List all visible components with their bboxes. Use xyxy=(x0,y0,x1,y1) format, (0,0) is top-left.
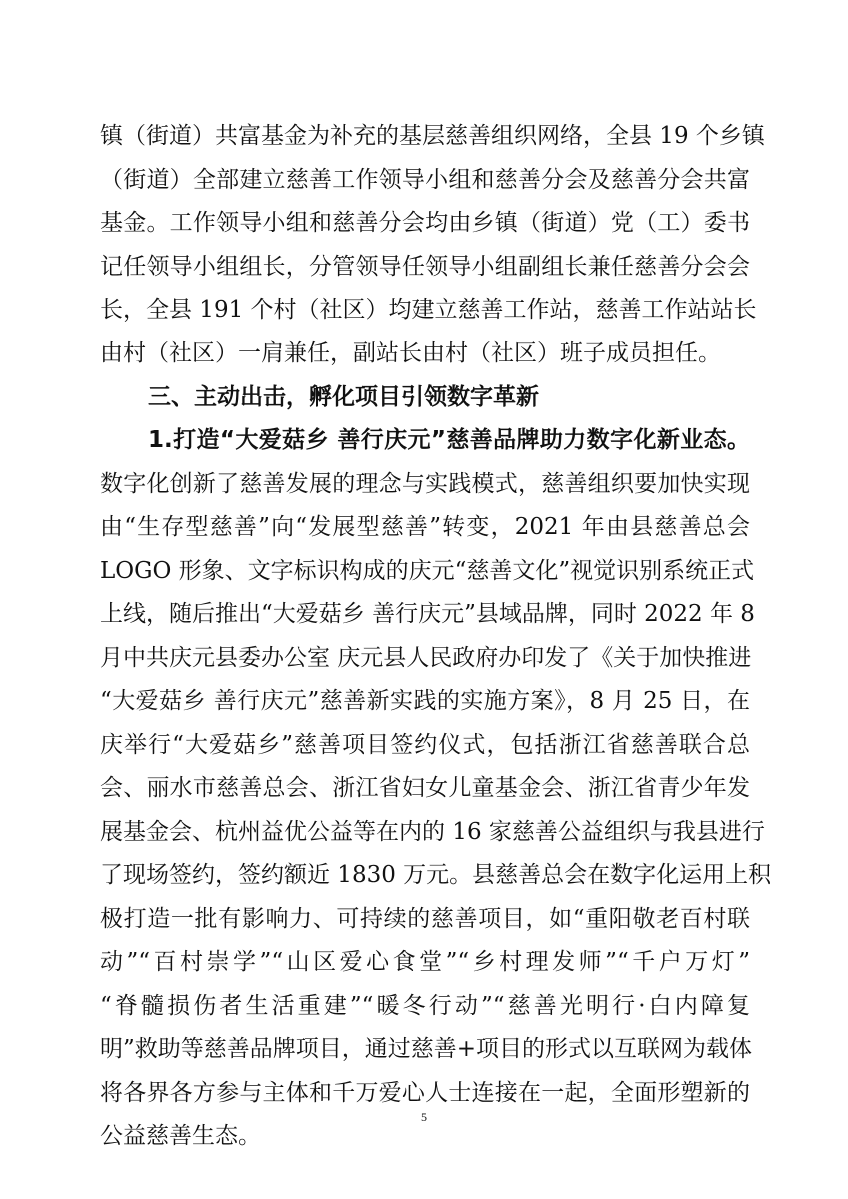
body-text-line: 镇（街道）共富基金为补充的基层慈善组织网络，全县 19 个乡镇 xyxy=(100,123,765,149)
body-text-line: 由村（社区）一肩兼任，副站长由村（社区）班子成员担任。 xyxy=(100,340,721,366)
body-text-line: 明”救助等慈善品牌项目，通过慈善+项目的形式以互联网为载体 xyxy=(100,1036,753,1062)
body-text-line: 月中共庆元县委办公室 庆元县人民政府办印发了《关于加快推进 xyxy=(100,645,752,671)
body-text-line: 动”“百村崇学”“山区爱心食堂”“乡村理发师”“千户万灯” xyxy=(100,949,750,975)
body-text-line: 会、丽水市慈善总会、浙江省妇女儿童基金会、浙江省青少年发 xyxy=(100,775,750,801)
body-text-line: （街道）全部建立慈善工作领导小组和慈善分会及慈善分会共富 xyxy=(100,167,750,193)
body-text-line: LOGO 形象、文字标识构成的庆元“慈善文化”视觉识别系统正式 xyxy=(100,558,755,584)
body-text-line: 了现场签约，签约额近 1830 万元。县慈善总会在数字化运用上积 xyxy=(100,862,772,888)
body-text-line: 长，全县 191 个村（社区）均建立慈善工作站，慈善工作站站长 xyxy=(100,297,757,323)
body-text-line: “大爱菇乡 善行庆元”慈善新实践的实施方案》，8 月 25 日，在 xyxy=(100,688,750,714)
body-text-line: 极打造一批有影响力、可持续的慈善项目，如“重阳敬老百村联 xyxy=(100,906,750,932)
section-heading: 三、主动出击，孵化项目引领数字革新 xyxy=(148,384,539,410)
body-text-line: 记任领导小组组长，分管领导任领导小组副组长兼任慈善分会会 xyxy=(100,254,750,280)
body-text-line: 由“生存型慈善”向“发展型慈善”转变，2021 年由县慈善总会 xyxy=(100,514,750,540)
body-text-line: 将各界各方参与主体和千万爱心人士连接在一起，全面形塑新的 xyxy=(100,1080,750,1106)
body-text-line: 上线，随后推出“大爱菇乡 善行庆元”县域品牌，同时 2022 年 8 xyxy=(100,601,755,627)
body-text-line: 庆举行“大爱菇乡”慈善项目签约仪式，包括浙江省慈善联合总 xyxy=(100,732,750,758)
body-text-line: 展基金会、杭州益优公益等在内的 16 家慈善公益组织与我县进行 xyxy=(100,819,765,845)
body-text-line: 公益慈善生态。 xyxy=(100,1123,261,1149)
body-text-line: “脊髓损伤者生活重建”“暖冬行动”“慈善光明行·白内障复 xyxy=(100,993,750,1019)
page-number: 5 xyxy=(421,1110,427,1124)
subsection-heading: 1.打造“大爱菇乡 善行庆元”慈善品牌助力数字化新业态。 xyxy=(148,427,750,453)
body-text-line: 基金。工作领导小组和慈善分会均由乡镇（街道）党（工）委书 xyxy=(100,210,750,236)
body-text-line: 数字化创新了慈善发展的理念与实践模式，慈善组织要加快实现 xyxy=(100,471,750,497)
